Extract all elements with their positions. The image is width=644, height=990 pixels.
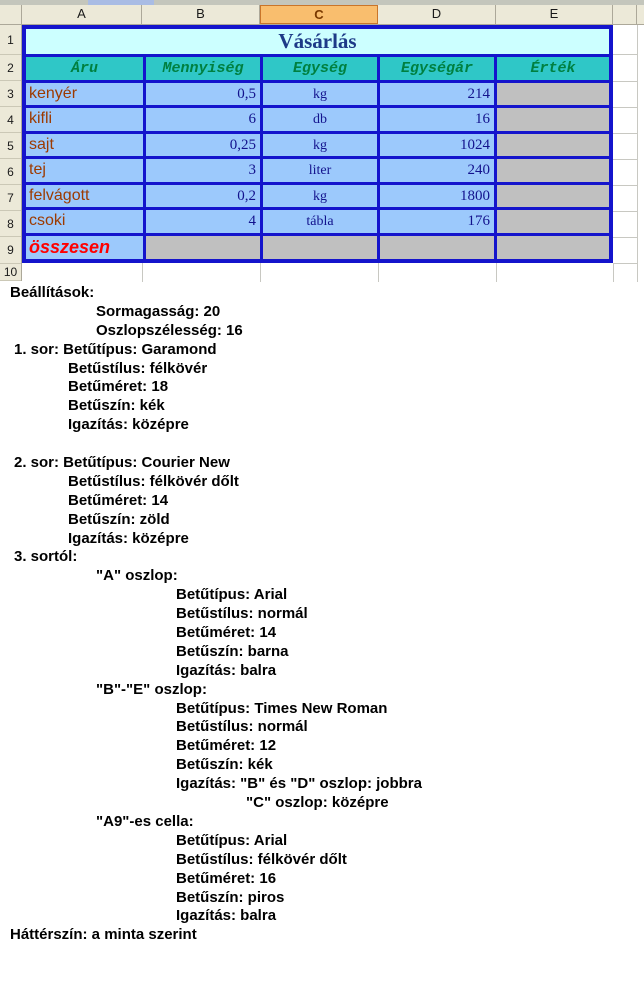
settings-line: Betűstílus: félkövér dőlt <box>176 850 347 868</box>
gridline <box>613 133 637 134</box>
settings-line: Betűméret: 16 <box>176 869 277 887</box>
settings-line: "B"-"E" oszlop: <box>96 680 207 698</box>
settings-line: Háttérszín: a minta szerint <box>10 926 197 944</box>
row-header-4[interactable]: 4 <box>0 107 21 133</box>
settings-line: Betűméret: 14 <box>68 491 169 509</box>
cell-B6[interactable]: 3 <box>146 159 260 182</box>
settings-line: Betűszín: piros <box>176 888 285 906</box>
cell-B5[interactable]: 0,25 <box>146 134 260 156</box>
cell-D6[interactable]: 240 <box>380 159 494 182</box>
row-header-2[interactable]: 2 <box>0 55 21 81</box>
row-header-7[interactable]: 7 <box>0 185 21 211</box>
select-all-corner[interactable] <box>0 5 22 24</box>
gridline <box>613 54 637 55</box>
gridline <box>142 263 143 282</box>
settings-line: Igazítás: balra <box>176 907 277 925</box>
cell-E5[interactable] <box>497 134 609 156</box>
settings-line: Beállítások: <box>10 284 95 301</box>
settings-text <box>0 284 644 945</box>
cell-A5[interactable]: sajt <box>26 134 143 156</box>
cell-D3[interactable]: 214 <box>380 83 494 105</box>
cell-header-B2[interactable]: Mennyiség <box>146 57 260 80</box>
cell-C9[interactable] <box>263 236 377 259</box>
gridline <box>613 211 637 212</box>
cell-D7[interactable]: 1800 <box>380 185 494 207</box>
worksheet-table <box>22 25 613 263</box>
cell-B7[interactable]: 0,2 <box>146 185 260 207</box>
cell-title-A1[interactable]: Vásárlás <box>26 29 609 54</box>
cell-D9[interactable] <box>380 236 494 259</box>
settings-line: 2. sor: Betűtípus: Courier New <box>14 454 230 472</box>
settings-line: Betűszín: barna <box>176 642 289 660</box>
cell-E3[interactable] <box>497 83 609 105</box>
column-header-e[interactable]: E <box>496 5 613 24</box>
gridline <box>378 263 379 282</box>
cell-C4[interactable]: db <box>263 108 377 131</box>
cell-header-A2[interactable]: Áru <box>26 57 143 80</box>
cell-A8[interactable]: csoki <box>26 210 143 233</box>
row-header-10[interactable]: 10 <box>0 264 21 281</box>
cell-B8[interactable]: 4 <box>146 210 260 233</box>
cell-D4[interactable]: 16 <box>380 108 494 131</box>
cell-header-E2[interactable]: Érték <box>497 57 609 80</box>
cell-E4[interactable] <box>497 108 609 131</box>
settings-line: Betűtípus: Arial <box>176 586 288 604</box>
gridline <box>613 107 637 108</box>
cell-C8[interactable]: tábla <box>263 210 377 233</box>
cell-A3[interactable]: kenyér <box>26 83 143 105</box>
gridline <box>613 263 637 264</box>
row-header-9[interactable]: 9 <box>0 237 21 264</box>
gridline <box>260 263 261 282</box>
cell-C6[interactable]: liter <box>263 159 377 182</box>
row-header-3[interactable]: 3 <box>0 81 21 107</box>
row-header-8[interactable]: 8 <box>0 211 21 237</box>
settings-line: Betűstílus: félkövér <box>68 359 208 377</box>
row-header-1[interactable]: 1 <box>0 25 21 55</box>
cell-header-C2[interactable]: Egység <box>263 57 377 80</box>
column-header-a[interactable]: A <box>22 5 142 24</box>
settings-line: "A" oszlop: <box>96 567 178 585</box>
settings-line: 3. sortól: <box>14 548 78 566</box>
column-header-f-sliver[interactable] <box>613 5 637 24</box>
gridline <box>613 159 637 160</box>
gridline <box>613 263 614 282</box>
cell-A9[interactable]: összesen <box>26 236 143 259</box>
settings-line: Betűstílus: félkövér dőlt <box>68 472 239 490</box>
cell-B9[interactable] <box>146 236 260 259</box>
cell-E9[interactable] <box>497 236 609 259</box>
column-header-d[interactable]: D <box>378 5 496 24</box>
settings-line: "C" oszlop: középre <box>246 794 389 812</box>
settings-line: "A9"-es cella: <box>96 812 194 830</box>
cell-D8[interactable]: 176 <box>380 210 494 233</box>
cell-A4[interactable]: kifli <box>26 108 143 131</box>
cell-D5[interactable]: 1024 <box>380 134 494 156</box>
settings-line: Betűszín: zöld <box>68 510 170 528</box>
gridline <box>613 81 637 82</box>
settings-line: Betűméret: 14 <box>176 624 277 642</box>
column-header-row <box>0 5 644 25</box>
settings-line: Betűméret: 12 <box>176 737 277 755</box>
gridline <box>496 263 497 282</box>
settings-line: 1. sor: Betűtípus: Garamond <box>14 340 217 358</box>
cell-C5[interactable]: kg <box>263 134 377 156</box>
cell-header-D2[interactable]: Egységár <box>380 57 494 80</box>
settings-line: Betűtípus: Times New Roman <box>176 699 388 717</box>
cell-B4[interactable]: 6 <box>146 108 260 131</box>
cell-B3[interactable]: 0,5 <box>146 83 260 105</box>
gridline <box>613 237 637 238</box>
row-header-6[interactable]: 6 <box>0 159 21 185</box>
column-header-c-selected[interactable]: C <box>260 5 378 24</box>
cell-C7[interactable]: kg <box>263 185 377 207</box>
settings-line: Betűméret: 18 <box>68 378 169 396</box>
cell-E6[interactable] <box>497 159 609 182</box>
settings-line: Igazítás: balra <box>176 661 277 679</box>
settings-line: Betűstílus: normál <box>176 718 308 736</box>
settings-line-blank <box>0 435 644 454</box>
settings-line: Igazítás: "B" és "D" oszlop: jobbra <box>176 775 422 793</box>
gridline <box>637 25 638 282</box>
settings-line: Sormagasság: 20 <box>96 302 221 320</box>
settings-line: Igazítás: középre <box>68 529 189 547</box>
cell-A6[interactable]: tej <box>26 159 143 182</box>
row-header-column <box>0 25 22 281</box>
settings-line: Betűszín: kék <box>68 397 165 415</box>
settings-line: Betűtípus: Arial <box>176 831 288 849</box>
cell-C3[interactable]: kg <box>263 83 377 105</box>
cell-E7[interactable] <box>497 185 609 207</box>
settings-line: Igazítás: középre <box>68 416 189 434</box>
cell-E8[interactable] <box>497 210 609 233</box>
gridline <box>613 185 637 186</box>
settings-line: Betűszín: kék <box>176 756 273 774</box>
cell-A7[interactable]: felvágott <box>26 185 143 207</box>
settings-line: Betűstílus: normál <box>176 605 308 623</box>
settings-line: Oszlopszélesség: 16 <box>96 321 243 339</box>
row-header-5[interactable]: 5 <box>0 133 21 159</box>
column-header-b[interactable]: B <box>142 5 260 24</box>
